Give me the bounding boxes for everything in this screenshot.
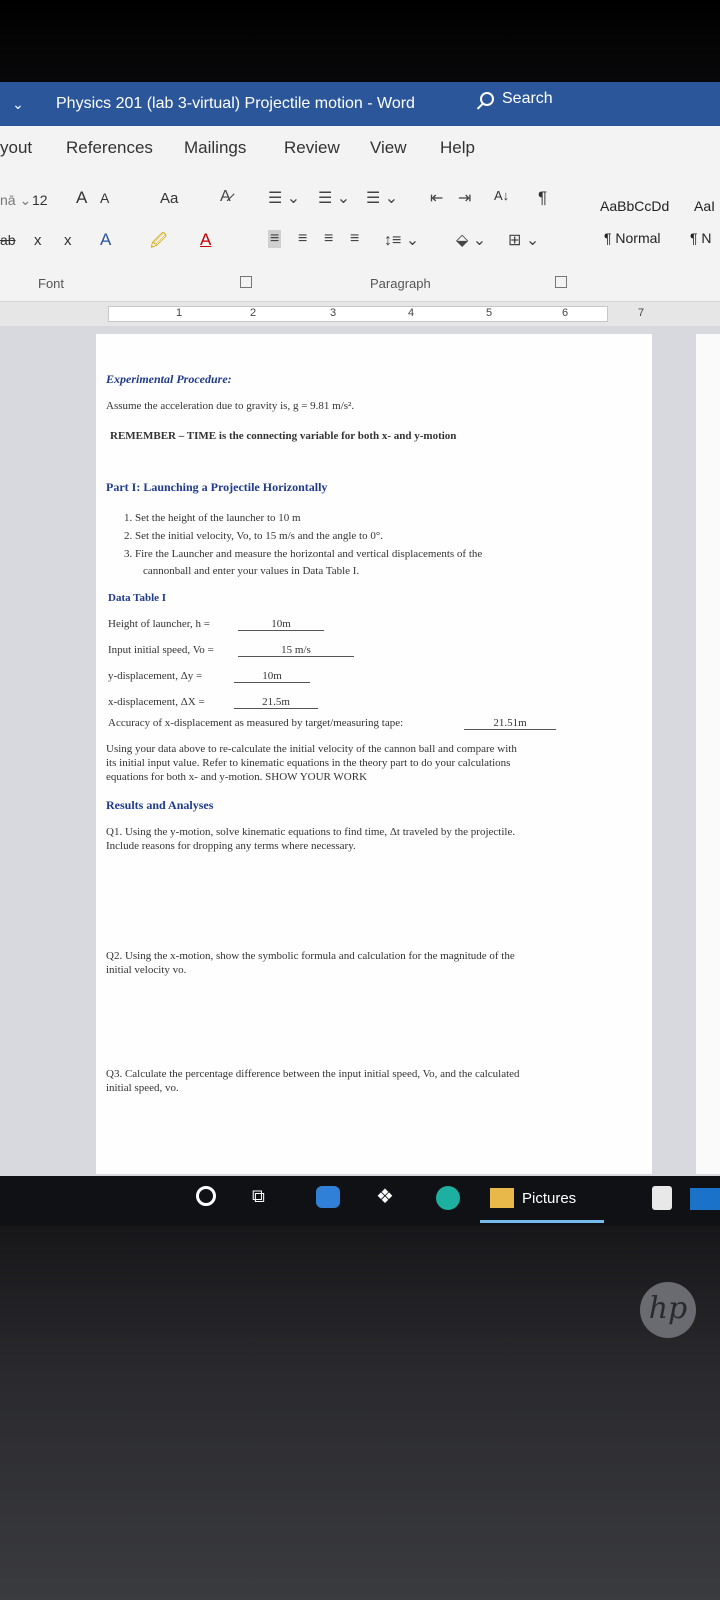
- pictures-folder-icon[interactable]: [490, 1188, 514, 1208]
- search-box[interactable]: [480, 90, 553, 108]
- align-right-icon[interactable]: ≡: [324, 230, 334, 247]
- tab-help[interactable]: Help: [440, 138, 475, 157]
- question-2-line-2: initial velocity vo.: [106, 964, 187, 976]
- tab-layout[interactable]: yout: [0, 138, 33, 157]
- show-formatting-button[interactable]: ¶: [538, 188, 548, 207]
- next-page-edge: [696, 334, 720, 1174]
- borders-icon[interactable]: ⊞ ⌄: [508, 232, 540, 249]
- dropbox-icon[interactable]: ❖: [376, 1186, 394, 1208]
- superscript-button[interactable]: x: [64, 232, 72, 249]
- change-case-button[interactable]: Aa: [160, 190, 179, 207]
- style-heading[interactable]: AaBbCcDd: [600, 198, 670, 214]
- question-3-line-2: initial speed, vo.: [106, 1082, 179, 1094]
- screen-bezel-top: [0, 0, 720, 82]
- ruler-number: 4: [408, 307, 415, 319]
- sort-button[interactable]: A↓: [494, 188, 510, 203]
- shrink-font-button[interactable]: A: [100, 190, 110, 206]
- ribbon-home: [0, 172, 720, 302]
- grow-font-button[interactable]: A: [76, 188, 88, 207]
- window-title: Physics 201 (lab 3-virtual) Projectile motion - Word: [56, 95, 415, 112]
- text-effects-button[interactable]: A: [100, 230, 112, 249]
- search-label: Search: [502, 90, 553, 107]
- accuracy-value[interactable]: 21.51m: [464, 717, 556, 730]
- height-label: Height of launcher, h =: [108, 618, 210, 630]
- ruler-number: 1: [176, 307, 183, 319]
- results-heading: Results and Analyses: [106, 798, 214, 812]
- question-3-line-1: Q3. Calculate the percentage difference between the input initial speed, Vo, and the calculated: [106, 1068, 520, 1080]
- procedure-step-3: 3. Fire the Launcher and measure the horizontal and vertical displacements of the: [124, 548, 483, 560]
- gravity-statement: Assume the acceleration due to gravity is, g = 9.81 m/s².: [106, 400, 355, 412]
- speed-label: Input initial speed, Vo =: [108, 644, 214, 656]
- height-value[interactable]: 10m: [238, 618, 324, 631]
- subscript-button[interactable]: x: [34, 232, 42, 249]
- mail-icon[interactable]: [690, 1188, 720, 1210]
- tab-references[interactable]: References: [66, 138, 153, 157]
- x-displacement-value[interactable]: 21.5m: [234, 696, 318, 709]
- y-displacement-value[interactable]: 10m: [234, 670, 310, 683]
- accuracy-label: Accuracy of x-displacement as measured by target/measuring tape:: [108, 717, 404, 729]
- increase-indent-icon[interactable]: ⇥: [458, 190, 472, 207]
- ruler-number: 6: [562, 307, 569, 319]
- line-spacing-icon[interactable]: ↕≡ ⌄: [384, 232, 420, 249]
- procedure-heading: Experimental Procedure:: [106, 372, 232, 386]
- cortana-icon[interactable]: [196, 1186, 216, 1206]
- bullets-icon[interactable]: ☰ ⌄: [268, 190, 301, 207]
- question-2-line-1: Q2. Using the x-motion, show the symbolic formula and calculation for the magnitude of the: [106, 950, 515, 962]
- decrease-indent-icon[interactable]: ⇤: [430, 190, 444, 207]
- pictures-taskbar-label[interactable]: Pictures: [522, 1190, 577, 1207]
- style-next[interactable]: AaI: [694, 198, 716, 214]
- font-color-button[interactable]: A: [200, 230, 212, 249]
- highlight-color-button[interactable]: 🖉: [150, 233, 168, 250]
- font-dialog-launcher-icon[interactable]: [240, 276, 252, 288]
- align-center-icon[interactable]: ≡: [298, 230, 308, 247]
- ruler-number: 5: [486, 307, 493, 319]
- x-displacement-label: x-displacement, ΔX =: [108, 696, 205, 708]
- hp-logo: hp: [640, 1282, 696, 1338]
- search-icon: [480, 92, 494, 106]
- speed-value[interactable]: 15 m/s: [238, 644, 354, 657]
- store-icon[interactable]: [652, 1186, 672, 1210]
- strikethrough-button[interactable]: ab: [0, 232, 16, 248]
- numbering-icon[interactable]: ☰ ⌄: [318, 190, 351, 207]
- laptop-bezel-bottom: [0, 1226, 720, 1600]
- title-bar: [0, 82, 720, 126]
- instructions-line-2: its initial input value. Refer to kinematic equations in the theory part to do your calculations: [106, 757, 511, 769]
- style-no-spacing[interactable]: ¶ N: [690, 230, 712, 246]
- task-view-icon[interactable]: ⧉: [252, 1186, 265, 1206]
- paragraph-dialog-launcher-icon[interactable]: [555, 276, 567, 288]
- font-size-box[interactable]: 12: [32, 192, 48, 208]
- font-name-box-edge[interactable]: nā ⌄: [0, 192, 32, 208]
- cloud-app-icon[interactable]: [316, 1186, 340, 1208]
- ruler-strip: [108, 306, 608, 322]
- ruler-number: 3: [330, 307, 337, 319]
- instructions-line-1: Using your data above to re-calculate the initial velocity of the cannon ball and compare with: [106, 743, 517, 755]
- ruler-number: 2: [250, 307, 257, 319]
- font-group-label: Font: [38, 276, 65, 291]
- paragraph-group-label: Paragraph: [370, 276, 431, 291]
- ruler-number: 7: [638, 307, 645, 319]
- y-displacement-label: y-displacement, Δy =: [108, 670, 203, 682]
- instructions-line-3: equations for both x- and y-motion. SHOW YOUR WORK: [106, 771, 368, 783]
- shading-icon[interactable]: ⬙ ⌄: [456, 232, 487, 249]
- style-normal[interactable]: ¶ Normal: [604, 230, 661, 246]
- tab-view[interactable]: View: [370, 138, 407, 157]
- tab-review[interactable]: Review: [284, 138, 340, 157]
- tab-mailings[interactable]: Mailings: [184, 138, 247, 157]
- horizontal-ruler[interactable]: [0, 302, 720, 326]
- align-left-icon[interactable]: ≡: [270, 230, 280, 247]
- taskbar: [0, 1176, 720, 1226]
- procedure-step-1: 1. Set the height of the launcher to 10 m: [124, 512, 301, 524]
- question-1-line-1: Q1. Using the y-motion, solve kinematic equations to find time, Δt traveled by the projectile.: [106, 826, 516, 838]
- procedure-step-3-cont: cannonball and enter your values in Data Table I.: [143, 565, 360, 577]
- procedure-step-2: 2. Set the initial velocity, Vo, to 15 m/s and the angle to 0°.: [124, 530, 383, 542]
- ribbon-tabs: [0, 126, 720, 172]
- part1-heading: Part I: Launching a Projectile Horizontally: [106, 480, 328, 494]
- multilevel-list-icon[interactable]: ☰ ⌄: [366, 190, 399, 207]
- remember-note: REMEMBER – TIME is the connecting variable for both x- and y-motion: [110, 430, 457, 442]
- justify-icon[interactable]: ≡: [350, 230, 360, 247]
- question-1-line-2: Include reasons for dropping any terms where necessary.: [106, 840, 356, 852]
- data-table-title: Data Table I: [108, 592, 167, 604]
- active-window-indicator: [480, 1220, 604, 1223]
- edge-browser-icon[interactable]: [436, 1186, 460, 1210]
- quick-access-dropdown-icon[interactable]: ⌄: [12, 95, 24, 112]
- clear-formatting-icon[interactable]: A̷: [220, 188, 231, 205]
